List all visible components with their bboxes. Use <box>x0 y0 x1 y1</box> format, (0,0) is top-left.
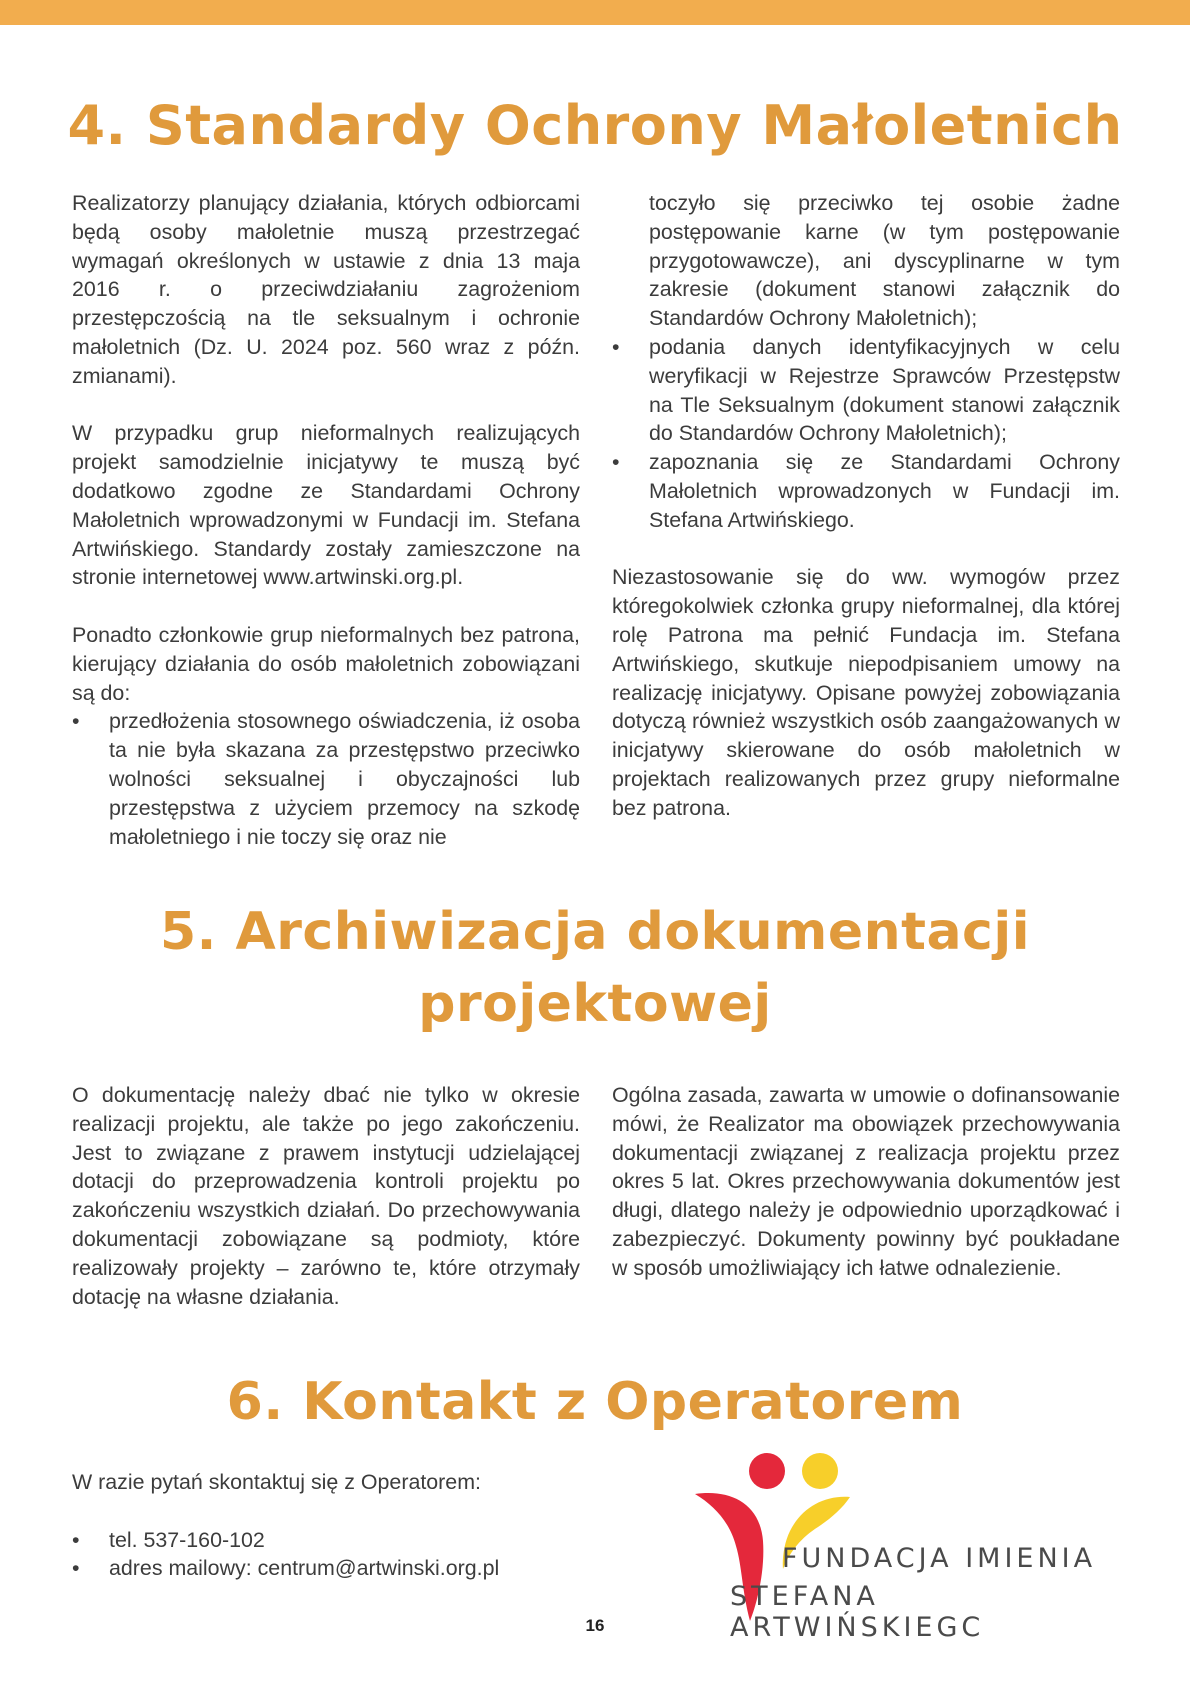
contact-list <box>72 1526 592 1584</box>
obligation-item-1-continued: toczyło się przeciwko tej osobie żadne postępowanie karne (w tym postępowanie przygotowawcze), ani dyscyplinarne w tym zakresie (dokument stanowi załącznik do Standardów Ochrony Małoletnich); <box>649 191 1120 331</box>
contact-email: • adres mailowy: centrum@artwinski.org.pl <box>72 1554 592 1583</box>
section-4-left-column <box>72 189 580 851</box>
section-5-title-line-1: 5. Archiwizacja dokumentacji <box>159 902 1031 962</box>
obligation-item-1: • przedłożenia stosownego oświadczenia, iż osoba ta nie była skazana za przestępstwo przeciwko wolności seksualnej i obyczajności lub przestępstwa z użyciem przemocy na szkodę małoletniego i nie toczy się oraz nie <box>72 707 580 851</box>
logo-red-dot <box>749 1453 785 1489</box>
section-4-paragraph-2: W przypadku grup nieformalnych realizujących projekt samodzielnie inicjatywy te muszą być dodatkowo zgodne ze Standardami Ochrony Małoletnich wprowadzonymi w Fundacji im. Stefana Artwińskiego. Standardy zostały zamieszczone na stronie internetowej www.artwinski.org.pl. <box>72 421 580 590</box>
logo-yellow-dot <box>802 1453 838 1489</box>
section-5-paragraph-1: O dokumentację należy dbać nie tylko w okresie realizacji projektu, ale także po jego zakończeniu. Jest to związane z prawem instytucji udzielającej dotacji do przeprowadzenia kontroli projektu po zakończeniu wszystkich działań. Do przechowywania dokumentacji zobowiązane są podmioty, które realizowały projekty – zarówno te, które otrzymały dotację na własne działania. <box>72 1083 580 1309</box>
page-number: 16 <box>585 1616 605 1635</box>
section-4-paragraph-4: Niezastosowanie się do ww. wymogów przez któregokolwiek członka grupy nieformalnej, dla której rolę Patrona ma pełnić Fundacja im. Stefana Artwińskiego, skutkuje niepodpisaniem umowy na realizację inicjatywy. Opisane powyżej zobowiązania dotyczą również wszystkich osób zaangażowanych w inicjatywy skierowane do osób małoletnich w projektach realizowanych przez grupy nieformalne bez patrona. <box>612 565 1120 820</box>
section-5-right-column <box>612 1081 1120 1283</box>
obligation-item-3: • zapoznania się ze Standardami Ochrony Małoletnich wprowadzonych w Fundacji im. Stefana Artwińskiego. <box>612 448 1120 534</box>
section-4-title: 4. Standardy Ochrony Małoletnich <box>67 94 1123 157</box>
foundation-logo <box>690 1451 1097 1643</box>
top-accent-bar <box>0 0 1190 25</box>
section-4-paragraph-1: Realizatorzy planujący działania, których odbiorcami będą osoby małoletnie muszą przestrzegać wymagań określonych w ustawie z dnia 13 maja 2016 r. o przeciwdziałaniu zagrożeniom przestępczością na tle seksualnym i ochronie małoletnich (Dz. U. 2024 poz. 560 wraz z późn. zmianami). <box>72 191 580 388</box>
section-5-paragraph-2: Ogólna zasada, zawarta w umowie o dofinansowanie mówi, że Realizator ma obowiązek przechowywania dokumentacji związanej z realizacja projektu przez okres 5 lat. Okres przechowywania dokumentów jest długi, dlatego należy je odpowiednio uporządkować i zabezpieczyć. Dokumenty powinny być poukładane w sposób umożliwiający ich łatwe odnalezienie. <box>612 1083 1120 1280</box>
section-4-paragraph-3: Ponadto członkowie grup nieformalnych bez patrona, kierujący działania do osób małoletnich zobowiązani są do: <box>72 622 580 705</box>
contact-intro: W razie pytań skontaktuj się z Operatorem: <box>72 1470 481 1494</box>
obligations-list <box>72 707 580 851</box>
section-4-right-column <box>612 189 1120 823</box>
section-5-title <box>0 896 1190 1040</box>
contact-block <box>72 1468 592 1583</box>
section-6-title: 6. Kontakt z Operatorem <box>226 1372 964 1432</box>
logo-text-line-1: FUNDACJA IMIENIA <box>782 1543 1097 1574</box>
logo-text-line-2: STEFANA ARTWIŃSKIEGC <box>730 1581 985 1643</box>
contact-phone: • tel. 537-160-102 <box>72 1526 592 1555</box>
section-5-title-line-2: projektowej <box>418 974 772 1034</box>
obligations-list-continued <box>612 189 1120 535</box>
section-5-left-column <box>72 1081 580 1311</box>
obligation-item-2: • podania danych identyfikacyjnych w celu weryfikacji w Rejestrze Sprawców Przestępstw na Tle Seksualnym (dokument stanowi załącznik do Standardów Ochrony Małoletnich); <box>612 333 1120 448</box>
